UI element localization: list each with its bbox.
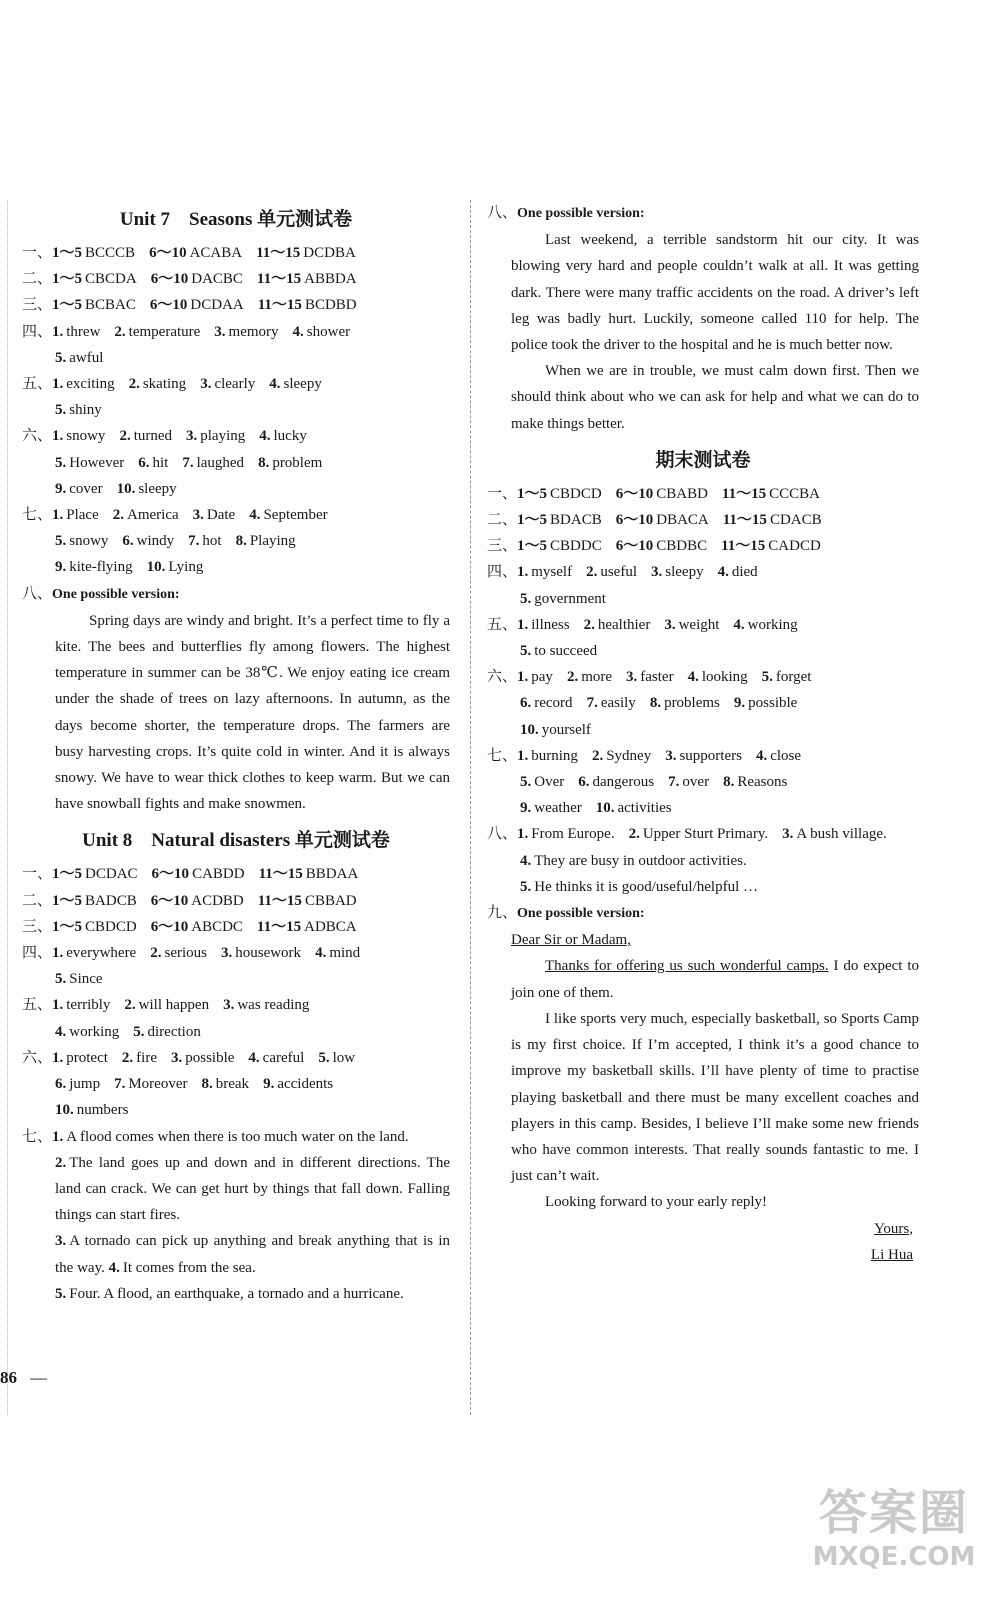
right-column xyxy=(487,200,919,1268)
f-q5-line2: 5. to succeed xyxy=(520,643,598,660)
watermark-cn: 答案圈 xyxy=(818,1487,969,1540)
u8-q3: 三、1～5 CBDCD 6～10 ABCDC 11～15 ADBCA xyxy=(22,918,357,935)
u7-q6-line2: 5. However 6. hit 7. laughed 8. problem xyxy=(55,454,323,471)
u7-q8-essay: Spring days are windy and bright. It’s a perfect time to fly a kite. The bees and butterflies fly among flowers. The highest temperature in summer can be 38℃. We enjoy eating ice cream under the shade of trees on lazy afternoons. In autumn, as the days become shorter, the temperature drops. The farmers are busy harvesting crops. It’s quite cold in winter. And it is always snowy. We have to wear thick clothes to keep warm. But we can have snowball fights and make snowmen. xyxy=(55,612,450,813)
u8-q4-line2: 5. Since xyxy=(55,971,103,988)
letter-para1: Thanks for offering us such wonderful camps. I do expect to join one of them. xyxy=(511,958,919,1001)
column-divider xyxy=(470,200,471,1415)
u7-q2: 二、1～5 CBCDA 6～10 DACBC 11～15 ABBDA xyxy=(22,271,357,288)
f-q4-line1: 四、1. myself 2. useful 3. sleepy 4. died xyxy=(487,564,758,581)
u8-q4-line1: 四、1. everywhere 2. serious 3. housework 4. mind xyxy=(22,945,361,962)
f-q8-line1: 八、1. From Europe. 2. Upper Sturt Primary. 3. A bush village. xyxy=(487,826,887,843)
page-number: 86 xyxy=(0,1368,17,1387)
u7-q5-line2: 5. shiny xyxy=(55,402,102,419)
unit8-title: Unit 8 Natural disasters 单元测试卷 xyxy=(82,830,390,852)
u8-q7-head: 七、1. A flood comes when there is too much water on the land. xyxy=(22,1128,409,1145)
f-q5-line1: 五、1. illness 2. healthier 3. weight 4. working xyxy=(487,616,798,633)
u8-q8-para2: When we are in trouble, we must calm down first. Then we should think about who we can ask for help and what we can do to make things better. xyxy=(511,363,919,432)
u8-q1: 一、1～5 DCDAC 6～10 CABDD 11～15 BBDAA xyxy=(22,866,359,883)
u7-q7-line2: 5. snowy 6. windy 7. hot 8. Playing xyxy=(55,533,296,550)
u8-q8-essay xyxy=(487,227,919,437)
u7-q6-line1: 六、1. snowy 2. turned 3. playing 4. lucky xyxy=(22,428,307,445)
f-q3: 三、1～5 CBDDC 6～10 CBDBC 11～15 CADCD xyxy=(487,538,821,555)
letter-closing: Yours, xyxy=(874,1220,913,1237)
u7-q7-line1: 七、1. Place 2. America 3. Date 4. September xyxy=(22,507,328,524)
f-q9-letter xyxy=(487,927,919,1268)
f-q8-line3: 5. He thinks it is good/useful/helpful … xyxy=(520,878,758,895)
f-q2: 二、1～5 BDACB 6～10 DBACA 11～15 CDACB xyxy=(487,512,822,529)
letter-signature: Li Hua xyxy=(870,1246,913,1263)
u8-q5-line2: 4. working 5. direction xyxy=(55,1023,201,1040)
letter-salutation: Dear Sir or Madam, xyxy=(511,932,631,949)
u7-q3: 三、1～5 BCBAC 6～10 DCDAA 11～15 BCDBD xyxy=(22,297,357,314)
u8-q5-line1: 五、1. terribly 2. will happen 3. was reading xyxy=(22,997,310,1014)
f-q1: 一、1～5 CBDCD 6～10 CBABD 11～15 CCCBA xyxy=(487,485,820,502)
u7-q7-line3: 9. kite-flying 10. Lying xyxy=(55,559,204,576)
f-q8-line2: 4. They are busy in outdoor activities. xyxy=(520,852,747,869)
u8-q7-body: 2. The land goes up and down and in different directions. The land can crack. We can get hurt by things that fall down. Falling things can start fires. 3. A tornado can pick up anything and break anything that is in the way. 4. It comes from the sea. 5. Four. A flood, an earthquake, a tornado and a hurricane. xyxy=(55,1154,450,1302)
f-q7-line3: 9. weather 10. activities xyxy=(520,800,672,817)
watermark-logo xyxy=(808,1486,980,1586)
f-q7-line1: 七、1. burning 2. Sydney 3. supporters 4. close xyxy=(487,747,802,764)
f-q9-heading: 九、One possible version: xyxy=(487,905,645,922)
left-edge-dots xyxy=(7,200,8,1415)
page-dash: — xyxy=(30,1368,47,1387)
u8-q2: 二、1～5 BADCB 6～10 ACDBD 11～15 CBBAD xyxy=(22,892,357,909)
u7-q4-line2: 5. awful xyxy=(55,349,104,366)
f-q7-line2: 5. Over 6. dangerous 7. over 8. Reasons xyxy=(520,774,788,791)
f-q4-line2: 5. government xyxy=(520,590,606,607)
left-column xyxy=(22,200,450,1307)
u7-q5-line1: 五、1. exciting 2. skating 3. clearly 4. sleepy xyxy=(22,376,322,393)
u7-q4-line1: 四、1. threw 2. temperature 3. memory 4. shower xyxy=(22,323,351,340)
u8-q6-line1: 六、1. protect 2. fire 3. possible 4. careful 5. low xyxy=(22,1049,356,1066)
u7-q1: 一、1～5 BCCCB 6～10 ACABA 11～15 DCDBA xyxy=(22,245,356,261)
watermark-url: MXQE.COM xyxy=(812,1542,976,1572)
u8-q6-line3: 10. numbers xyxy=(55,1102,129,1119)
u7-q6-line3: 9. cover 10. sleepy xyxy=(55,480,177,497)
u8-q6-line2: 6. jump 7. Moreover 8. break 9. accidents xyxy=(55,1076,334,1093)
u8-q8-para1: Last weekend, a terrible sandstorm hit our city. It was blowing very hard and people couldn’t walk at all. It was getting dark. There were many traffic accidents on the road. A driver’s left leg was badly hurt. Luckily, someone called 110 for help. The police took the driver to the hospital and he is much better now. xyxy=(511,232,919,354)
u7-q8-heading: 八、One possible version: xyxy=(22,585,180,602)
f-q6-line2: 6. record 7. easily 8. problems 9. possible xyxy=(520,695,798,712)
u8-q8-heading: 八、One possible version: xyxy=(487,205,645,221)
unit7-title: Unit 7 Seasons 单元测试卷 xyxy=(119,209,353,230)
letter-para2: I like sports very much, especially basketball, so Sports Camp is my first choice. If I’m accepted, I think it’s a good chance to improve my basketball skills. I’ll have plenty of time to practise playing basketball and there must be many excellent coaches and players in this camp. Besides, I believe I’ll make some new friends who have common interests. That really sounds fantastic to me. I just can’t wait. xyxy=(511,1010,919,1185)
final-title: 期末测试卷 xyxy=(655,449,751,471)
f-q6-line3: 10. yourself xyxy=(520,721,591,738)
f-q6-line1: 六、1. pay 2. more 3. faster 4. looking 5. forget xyxy=(487,669,812,686)
letter-para3: Looking forward to your early reply! xyxy=(545,1194,768,1211)
